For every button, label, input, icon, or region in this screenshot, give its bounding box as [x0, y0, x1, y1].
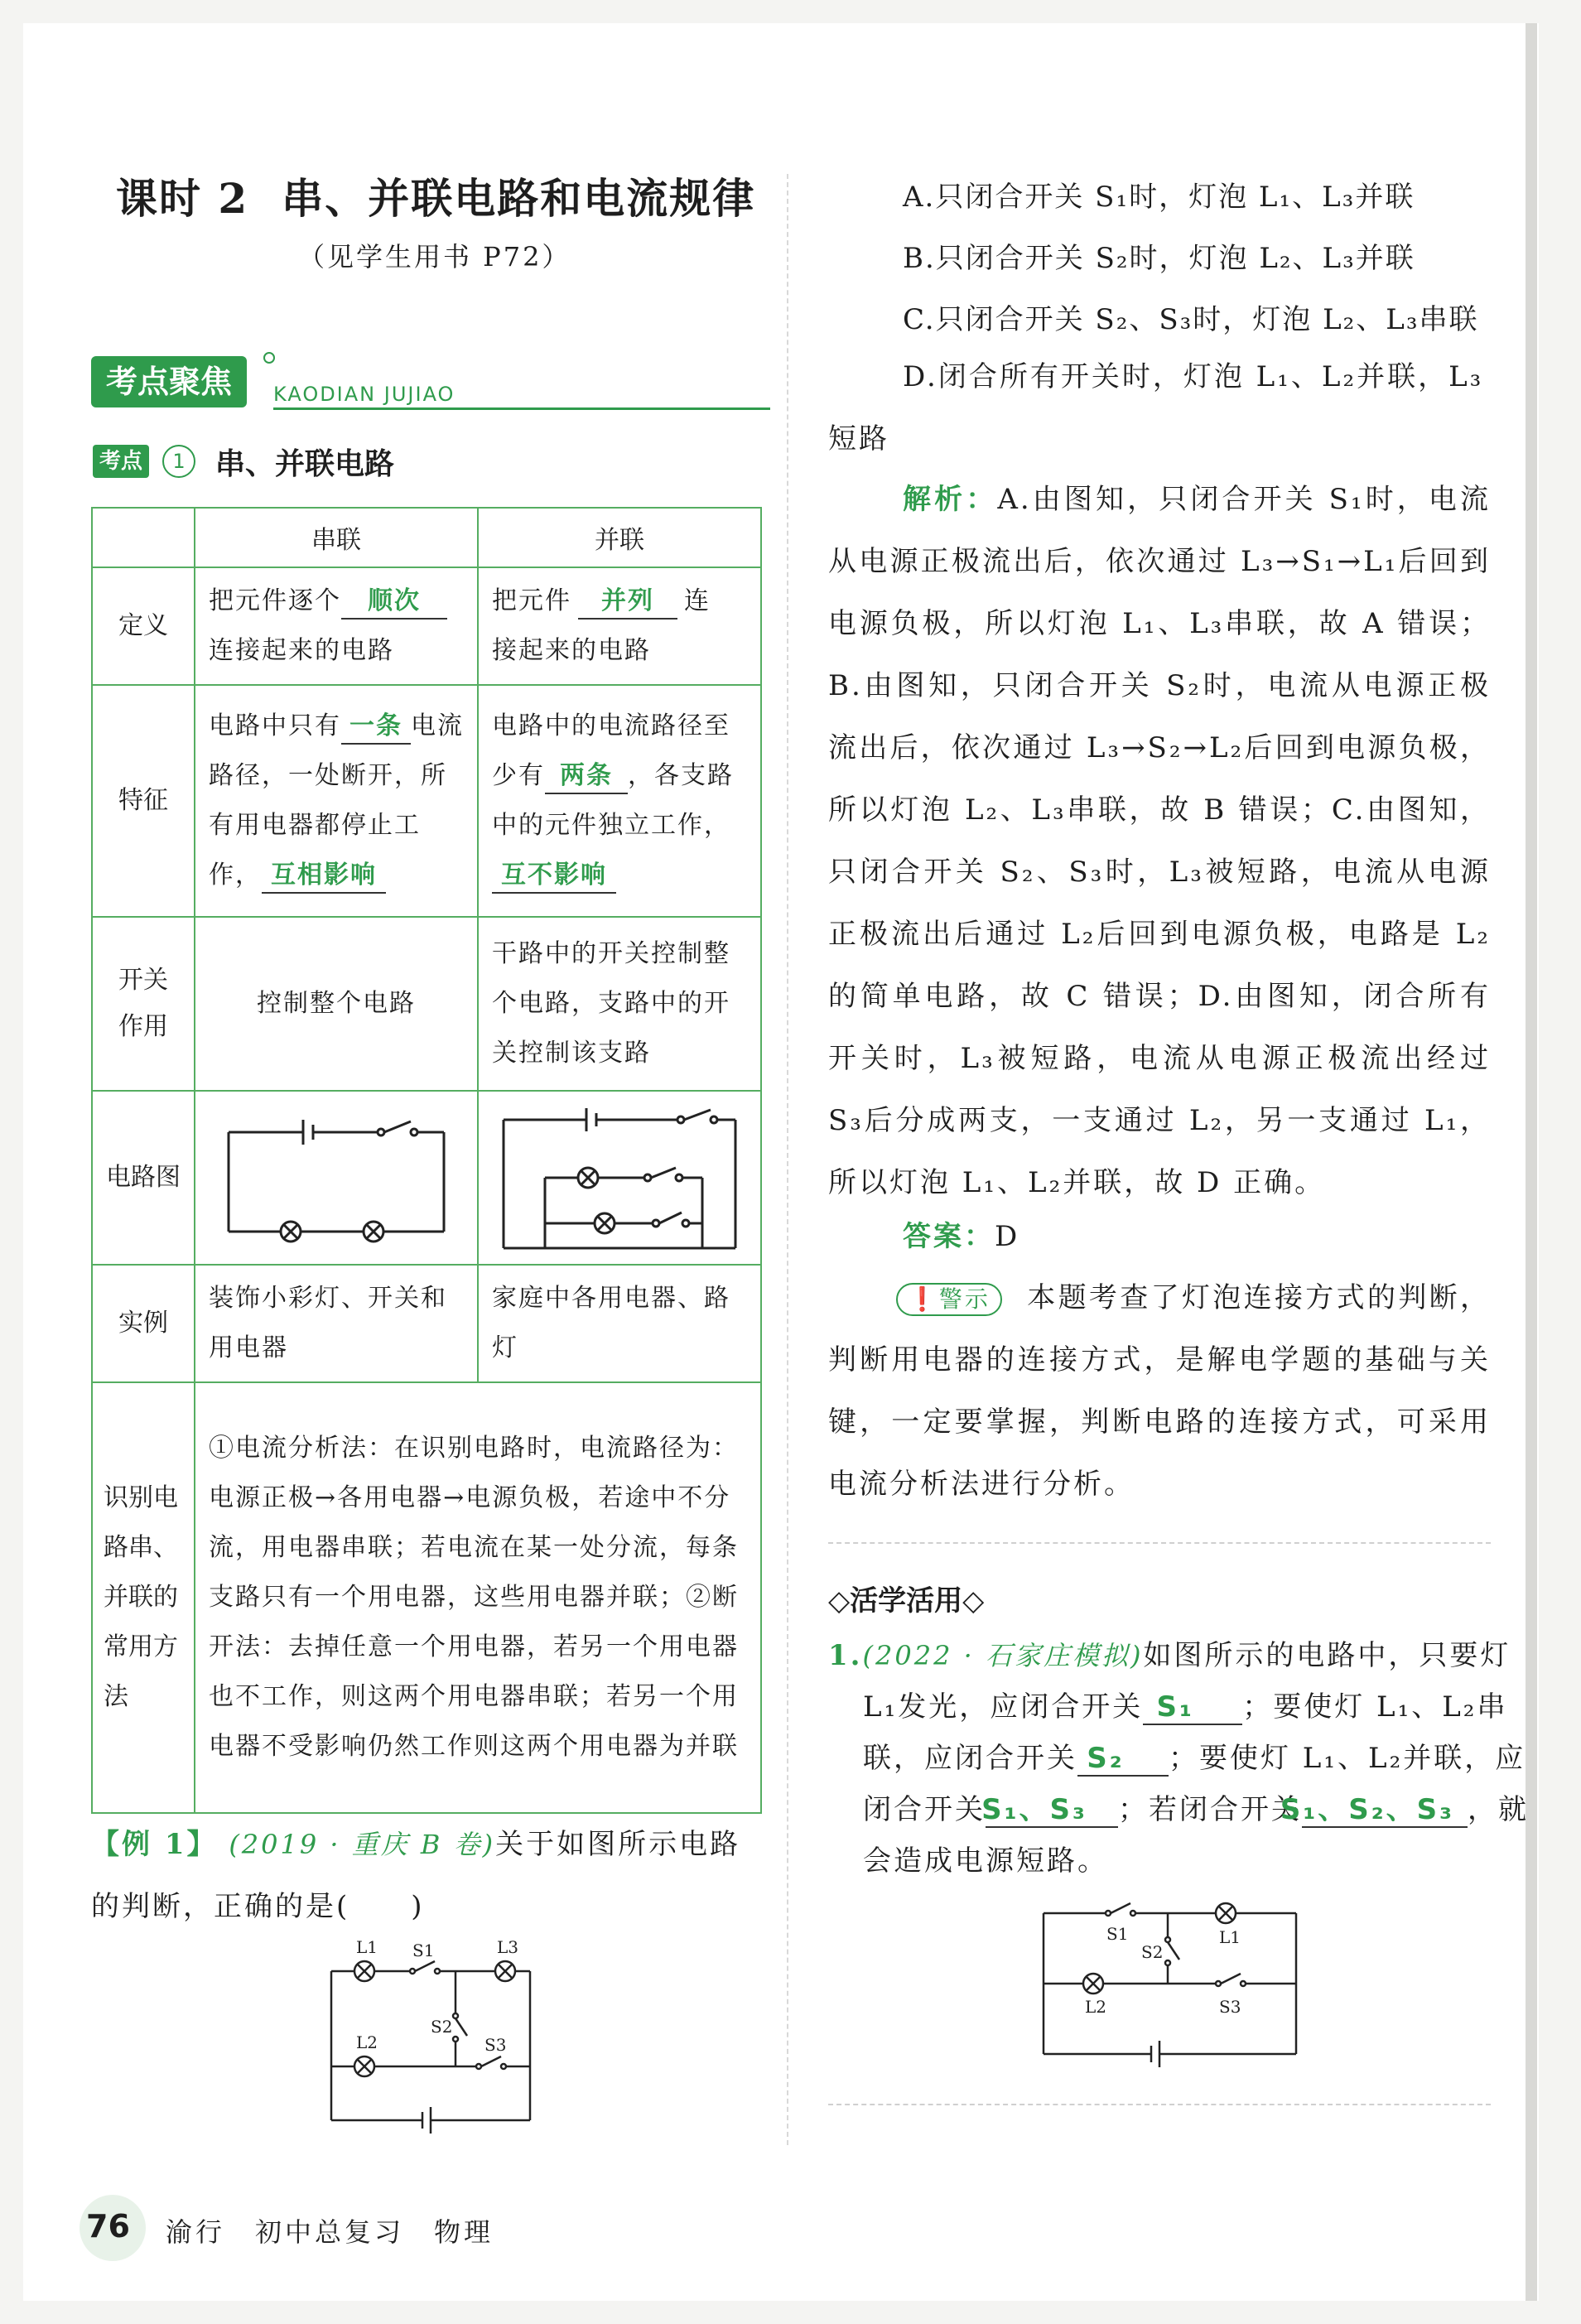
label-S1: S1 [412, 1941, 435, 1960]
feature-parallel [478, 685, 761, 917]
practice-label-S3: S3 [1219, 1997, 1241, 2017]
option-c: C.只闭合开关 S₂、S₃时，灯泡 L₂、L₃串联 [903, 303, 1479, 336]
table-corner [92, 508, 195, 567]
section-rule [273, 407, 770, 410]
practice-text-4: ；若闭合开关 [1118, 1793, 1302, 1826]
feature-series [195, 685, 478, 917]
page-edge [1526, 23, 1537, 2301]
footer-text: 渝行 初中总复习 物理 [166, 2216, 494, 2248]
kp-title: 串、并联电路 [215, 447, 395, 481]
page-subtitle: （见学生用书 P72） [298, 241, 571, 272]
switch-series: 控制整个电路 [195, 917, 478, 1091]
section-badge: 考点聚焦 [91, 356, 247, 407]
parallel-circuit-svg [479, 1095, 760, 1261]
comparison-table [91, 507, 762, 1814]
practice-label-L1: L1 [1219, 1927, 1241, 1947]
definition-series [195, 567, 478, 685]
example1-label: 【例 1】 [91, 1828, 218, 1861]
warning-badge [896, 1283, 1002, 1316]
separator [828, 1542, 1491, 1544]
badge-dot-icon [263, 352, 275, 364]
practice-text-2: ；要使灯 L₁、L₂串联，应闭合开关 [863, 1690, 1508, 1775]
answer-blank: 顺次 [341, 585, 447, 620]
section-badge-en: KAODIAN JUJIAO [273, 383, 456, 406]
practice-text-1: 如图所示的电路中，只要灯 L₁发光，应闭合开关 [863, 1639, 1511, 1724]
switch-label: 开关作用 [118, 966, 168, 1041]
label-S2: S2 [431, 2017, 453, 2037]
lesson-title: 串、并联电路和电流规律 [282, 174, 756, 223]
answer-label: 答案： [903, 1220, 995, 1253]
series-circuit-diagram [195, 1091, 478, 1265]
table-row [92, 1091, 761, 1265]
answer-blank: 互相影响 [262, 859, 386, 894]
feature-parallel-text: 电路中的电流路径至少有 [492, 711, 730, 790]
option-a: A.只闭合开关 S₁时，灯泡 L₁、L₃并联 [903, 181, 1415, 214]
kp-tag: 考点 [93, 445, 149, 478]
definition-series-text: 把元件逐个 [209, 586, 341, 615]
practice-number: 1. [828, 1639, 863, 1672]
practice-answer-1: S₁ [1143, 1690, 1242, 1725]
practice-source: (2022 · 石家庄模拟) [862, 1640, 1144, 1671]
example1-text: 关于如图所示电路的判断，正确的是( ) [91, 1828, 741, 1923]
row-label-switch [92, 917, 195, 1091]
example1-source: (2019 · 重庆 B 卷) [229, 1829, 496, 1860]
page-title [116, 166, 755, 225]
answer-line [903, 1206, 1019, 1268]
practice-label-S2: S2 [1141, 1942, 1164, 1962]
practice-text-5: ，就会造成电源短路。 [863, 1793, 1529, 1878]
label-L2: L2 [356, 2032, 378, 2052]
column-divider [787, 174, 788, 2145]
practice-answer-4: S₁、S₂、S₃ [1302, 1793, 1468, 1828]
practice-label-S1: S1 [1106, 1924, 1129, 1944]
example-series: 装饰小彩灯、开关和用电器 [195, 1265, 478, 1382]
table-row [92, 1382, 761, 1813]
analysis-label: 解析： [903, 483, 998, 516]
table-row [92, 567, 761, 685]
practice-question [828, 1630, 1542, 1887]
lesson-label: 课时 2 [116, 174, 249, 223]
feature-series-text: 电路中只有 [209, 711, 341, 740]
example1-circuit [298, 1930, 580, 2137]
row-label-methods [92, 1382, 195, 1813]
label-L3: L3 [497, 1937, 519, 1957]
analysis-text: A.由图知，只闭合开关 S₁时，电流从电源正极流出后，依次通过 L₃→S₁→L₁后回到电源负极，所以灯泡 L₁、L₃串联，故 A 错误；B.由图知，只闭合开关 S₂时，电流从电源正极流出后，依次通过 L₃→S₂→L₂后回到电源负极，所以灯泡 L₂、L₃串联，故 B 错误；C.由图知，只闭合开关 S₂、S₃时，L₃被短路，电流从电源正极流出后通过 L₂后回到电源负极，电路是 L₂的简单电路，故 C 错误；D.由图知，闭合所有开关时，L₃被短路，电流从电源正极流出经过 S₃后分成两支，一支通过 L₂，另一支通过 L₁，所以灯泡 L₁、L₂并联，故 D 正确。 [828, 483, 1492, 1199]
methods-label: 识别电路串、并联的常用方法 [104, 1483, 178, 1711]
example1-question [91, 1814, 770, 1938]
parallel-circuit-diagram [478, 1091, 761, 1265]
example-parallel: 家庭中各用电器、路灯 [478, 1265, 761, 1382]
kp-number: 1 [162, 445, 195, 478]
answer-blank: 并列 [578, 585, 677, 620]
col-header-series: 串联 [195, 508, 478, 567]
feature-series-mid: 电流路径，一处断开，所有用电器都停止工作， [209, 711, 464, 890]
methods-content [195, 1382, 761, 1813]
method-current-analysis: ①电流分析法：在识别电路时，电流路径为：电源正极→各用电器→电源负极，若途中不分流，用电器串联；若电流在某一处分流，每条支路只有一个用电器，这些用电器并联； [209, 1434, 739, 1612]
answer-value: D [995, 1220, 1020, 1253]
answer-blank: 互不影响 [492, 859, 616, 894]
definition-parallel-text: 把元件 [492, 586, 571, 615]
col-header-parallel: 并联 [478, 508, 761, 567]
table-row [92, 1265, 761, 1382]
row-label-definition: 定义 [92, 567, 195, 685]
practice-answer-3: S₁、S₃ [986, 1793, 1118, 1828]
practice-answer-2: S₂ [1077, 1742, 1169, 1777]
label-L1: L1 [356, 1937, 378, 1957]
warning-icon: ❗ [908, 1285, 939, 1313]
practice-circuit [1027, 1888, 1325, 2079]
switch-parallel: 干路中的开关控制整个电路，支路中的开关控制该支路 [478, 917, 761, 1091]
table-row [92, 917, 761, 1091]
row-label-example: 实例 [92, 1265, 195, 1382]
method-break: ②断开法：去掉任意一个用电器，若另一个用电器也不工作，则这两个用电器串联；若另一个用电器不受影响仍然工作则这两个用电器为并联 [209, 1583, 739, 1761]
series-circuit-svg [195, 1095, 477, 1261]
practice-heading: ◇活学活用◇ [828, 1584, 985, 1618]
definition-parallel: 把元件 并列 连 接起来的电路 [478, 567, 761, 685]
practice-label-L2: L2 [1085, 1997, 1107, 2017]
separator [828, 2104, 1491, 2105]
feature-parallel-mid: ，各支路中的元件独立工作， [492, 761, 734, 840]
answer-blank: 两条 [545, 759, 628, 794]
row-label-feature: 特征 [92, 685, 195, 917]
practice-text-3: ；要使灯 L₁、L₂并联，应闭合开关 [863, 1742, 1526, 1826]
warning-note [828, 1267, 1491, 1516]
warning-text: 本题考查了灯泡连接方式的判断，判断用电器的连接方式，是解电学题的基础与关键，一定要掌握，判断电路的连接方式，可采用电流分析法进行分析。 [828, 1281, 1491, 1501]
warning-label: 警示 [938, 1285, 991, 1313]
analysis [828, 469, 1491, 1214]
row-label-diagram: 电路图 [92, 1091, 195, 1265]
page-number: 76 [86, 2208, 130, 2244]
answer-blank: 一条 [341, 710, 411, 745]
option-b: B.只闭合开关 S₂时，灯泡 L₂、L₃并联 [903, 242, 1415, 275]
option-d: D.闭合所有开关时，灯泡 L₁、L₂并联，L₃短路 [828, 360, 1484, 456]
label-S3: S3 [484, 2035, 507, 2055]
table-row [92, 685, 761, 917]
definition-series-text2: 连接起来的电路 [209, 636, 394, 665]
